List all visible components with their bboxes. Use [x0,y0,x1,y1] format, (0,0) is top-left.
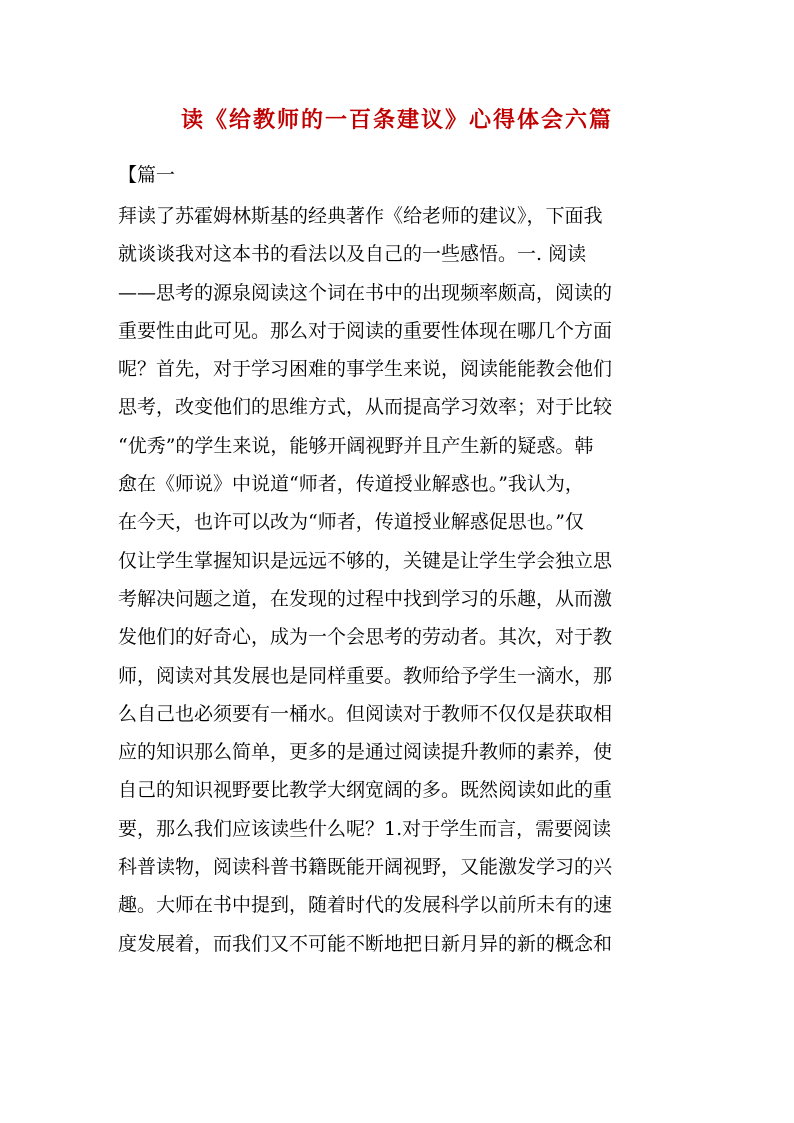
document-title: 读《给教师的一百条建议》心得体会六篇 [180,107,613,133]
text-line: 度发展着，而我们又不可能不断地把日新月异的新的概念和 [118,932,613,955]
body-text [118,197,678,963]
text-line: 仅让学生掌握知识是远远不够的，关键是让学生学会独立思 [118,549,613,572]
text-line: 发他们的好奇心，成为一个会思考的劳动者。其次，对于教 [118,626,613,649]
text-line: 重要性由此可见。那么对于阅读的重要性体现在哪几个方面 [118,319,613,342]
text-line: 拜读了苏霍姆林斯基的经典著作《给老师的建议》，下面我 [118,205,603,227]
text-line: 在今天，也许可以改为“师者，传道授业解惑促思也。”仅 [118,511,584,534]
text-line: “优秀”的学生来说，能够开阔视野并且产生新的疑惑。韩 [118,434,594,457]
text-line: 思考，改变他们的思维方式，从而提高学习效率；对于比较 [118,396,613,419]
text-line: 要，那么我们应该读些什么呢？1.对于学生而言，需要阅读 [118,817,612,840]
section-label: 【篇一 [118,164,176,186]
text-line: 就谈谈我对这本书的看法以及自己的一些感悟。一. 阅读 [118,243,587,266]
text-line: 科普读物，阅读科普书籍既能开阔视野，又能激发学习的兴 [118,856,613,879]
text-line: 自己的知识视野要比教学大纲宽阔的多。既然阅读如此的重 [118,779,613,802]
text-line: 趣。大师在书中提到，随着时代的发展科学以前所未有的速 [118,894,613,917]
text-line: 应的知识那么简单，更多的是通过阅读提升教师的素养，使 [118,741,613,764]
text-line: 么自己也必须要有一桶水。但阅读对于教师不仅仅是获取相 [118,702,613,725]
text-line: 师，阅读对其发展也是同样重要。教师给予学生一滴水，那 [118,664,613,687]
text-line: 考解决问题之道，在发现的过程中找到学习的乐趣，从而激 [118,587,613,610]
text-line: ——思考的源泉阅读这个词在书中的出现频率颇高，阅读的 [118,281,613,304]
text-line: 愈在《师说》中说道“师者，传道授业解惑也。”我认为， [118,473,584,496]
text-line: 呢？首先，对于学习困难的事学生来说，阅读能能教会他们 [118,358,613,381]
